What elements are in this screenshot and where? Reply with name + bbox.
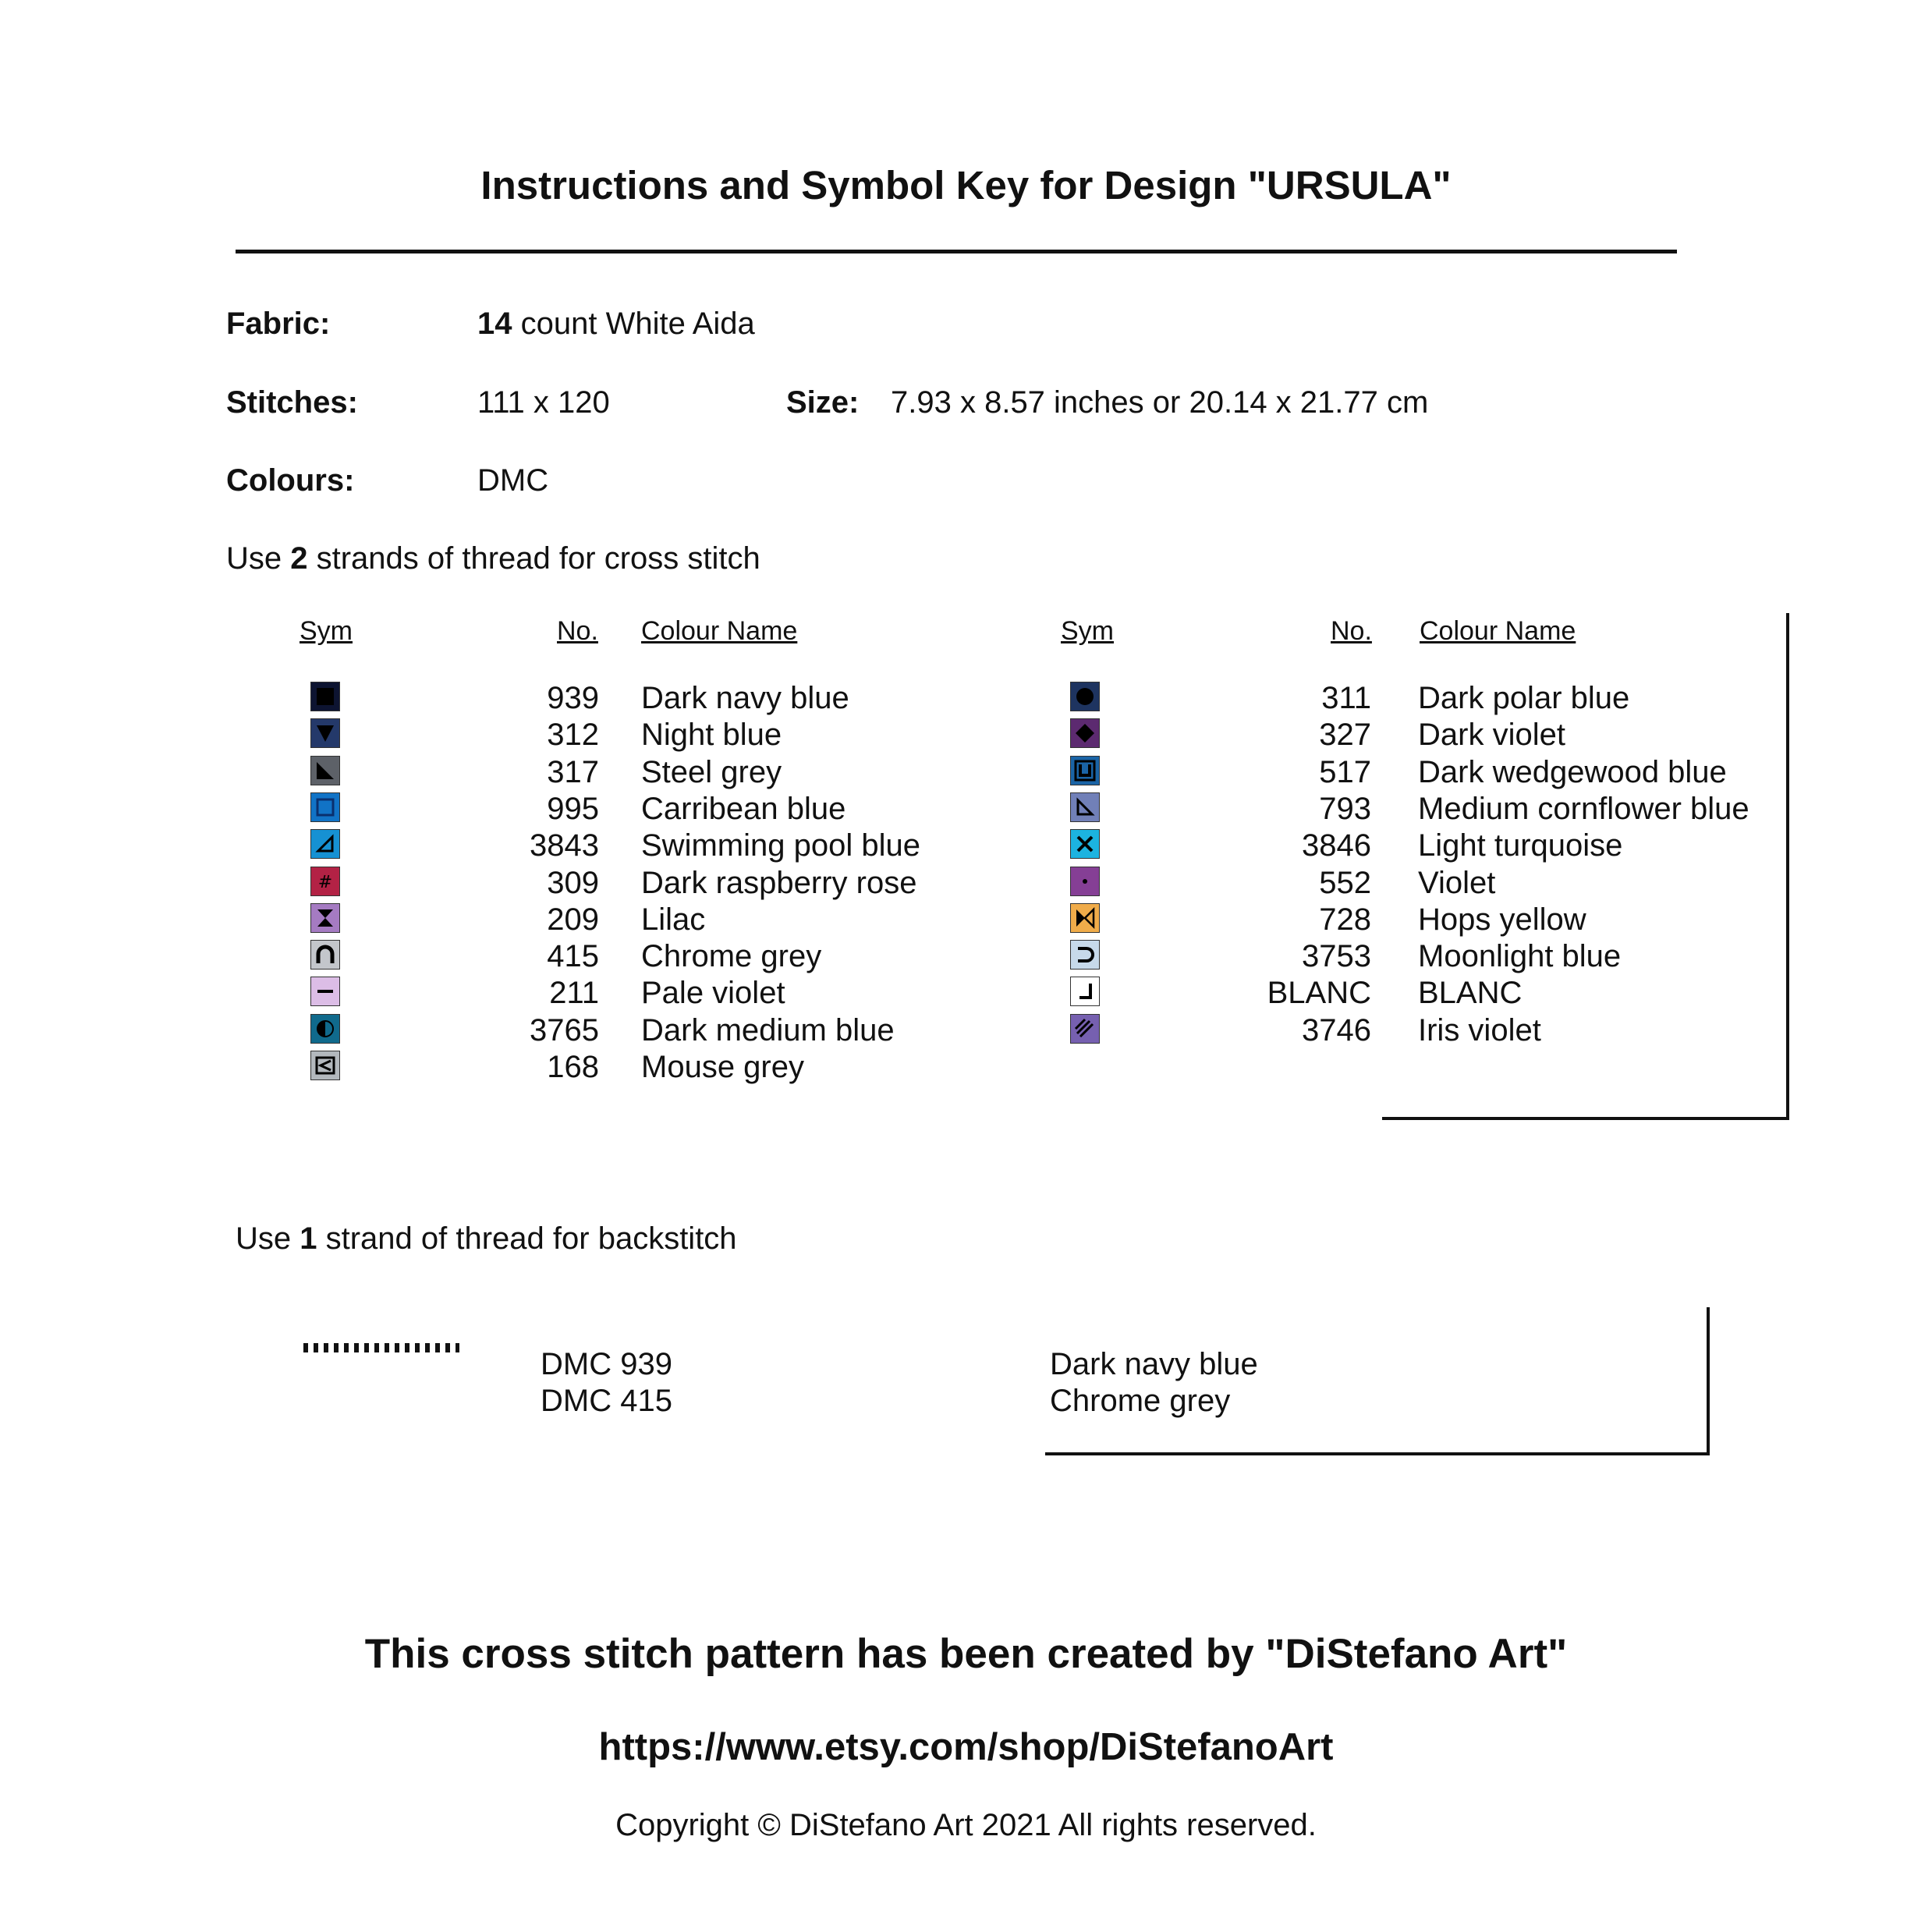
- stitches-label: Stitches:: [226, 385, 358, 420]
- backstitch-name-1: Dark navy blue: [1050, 1347, 1258, 1381]
- stripes-icon: [1070, 1014, 1100, 1044]
- corner-triangle-outline-icon: [1070, 792, 1100, 822]
- dmc-number: 415: [547, 939, 599, 974]
- down-triangle-icon: [310, 718, 340, 748]
- colour-name: Dark raspberry rose: [641, 865, 917, 900]
- backstitch-bracket-vertical: [1707, 1307, 1710, 1455]
- fabric-value: [477, 307, 755, 342]
- colour-name: Steel grey: [641, 754, 782, 789]
- dmc-number: 3753: [1302, 939, 1371, 974]
- colour-name: Dark medium blue: [641, 1012, 895, 1048]
- colour-name: Hops yellow: [1418, 902, 1586, 937]
- left-no-header: No.: [557, 616, 598, 646]
- shop-url[interactable]: https://www.etsy.com/shop/DiStefanoArt: [598, 1726, 1334, 1768]
- dmc-number: 939: [547, 681, 599, 715]
- fabric-count: 14: [477, 307, 512, 341]
- back-strands: 1: [300, 1221, 317, 1256]
- cross-pre: Use: [226, 541, 291, 576]
- colour-name: Medium cornflower blue: [1418, 791, 1749, 826]
- colours-value: DMC: [477, 463, 549, 498]
- dmc-number: 309: [547, 865, 599, 900]
- key-bracket-vertical: [1786, 613, 1789, 1120]
- filled-circle-icon: [1070, 682, 1100, 711]
- colour-name: BLANC: [1418, 976, 1523, 1011]
- fabric-label: Fabric:: [226, 307, 331, 341]
- backstitch-name-2: Chrome grey: [1050, 1384, 1231, 1418]
- back-post: strand of thread for backstitch: [317, 1221, 737, 1256]
- dmc-number: 3846: [1302, 828, 1371, 863]
- colour-name: Swimming pool blue: [641, 828, 920, 863]
- hash-icon: [310, 867, 340, 896]
- left-sym-header: Sym: [300, 616, 353, 646]
- dmc-number: 312: [547, 718, 599, 753]
- copyright-text: Copyright © DiStefano Art 2021 All rights reserved.: [615, 1808, 1317, 1842]
- dot-icon: [1070, 867, 1100, 896]
- right-no-header: No.: [1331, 616, 1372, 646]
- dmc-number: 793: [1319, 791, 1371, 826]
- dash-icon: [310, 977, 340, 1006]
- colour-name: Moonlight blue: [1418, 939, 1622, 974]
- colour-name: Chrome grey: [641, 939, 822, 974]
- colour-name: Lilac: [641, 902, 706, 937]
- backstitch-dmc-1: DMC 939: [541, 1347, 672, 1381]
- backstitch-line-sample: [303, 1343, 459, 1352]
- colour-name: Pale violet: [641, 976, 785, 1011]
- size-label: Size:: [786, 385, 860, 420]
- backstitch-name-list: [1050, 1346, 1258, 1420]
- dmc-number: 317: [547, 754, 599, 789]
- dmc-number: 327: [1319, 718, 1371, 753]
- half-circle-icon: [310, 1014, 340, 1044]
- open-left-icon: [1070, 940, 1100, 970]
- dmc-number: 728: [1319, 902, 1371, 937]
- svg-text:#: #: [317, 872, 333, 892]
- colour-name: Carribean blue: [641, 791, 846, 826]
- hourglass-icon: [310, 903, 340, 933]
- key-bracket-horizontal: [1382, 1117, 1789, 1120]
- stitches-value: 111 x 120: [477, 385, 610, 420]
- dmc-number: 552: [1319, 865, 1371, 900]
- dmc-number: 995: [547, 791, 599, 826]
- colour-name: Violet: [1418, 865, 1496, 900]
- colour-name: Dark wedgewood blue: [1418, 754, 1727, 789]
- dmc-number: BLANC: [1267, 976, 1371, 1011]
- colour-name: Mouse grey: [641, 1050, 804, 1084]
- hollow-square-icon: [310, 792, 340, 822]
- cross-stitch-instruction: [226, 541, 760, 576]
- back-pre: Use: [236, 1221, 300, 1256]
- colour-name: Light turquoise: [1418, 828, 1623, 863]
- left-name-header: Colour Name: [641, 616, 798, 646]
- size-value: 7.93 x 8.57 inches or 20.14 x 21.77 cm: [891, 385, 1429, 420]
- colour-name: Dark violet: [1418, 718, 1565, 753]
- left-angle-box-icon: [310, 1051, 340, 1080]
- colour-name: Dark navy blue: [641, 681, 849, 715]
- colour-name: Dark polar blue: [1418, 681, 1630, 715]
- right-sym-header: Sym: [1061, 616, 1114, 646]
- arch-icon: [310, 940, 340, 970]
- title-divider: [236, 250, 1677, 253]
- dmc-number: 3746: [1302, 1012, 1371, 1048]
- backstitch-bracket-horizontal: [1045, 1452, 1710, 1455]
- colour-name: Night blue: [641, 718, 782, 753]
- filled-square-icon: [310, 682, 340, 711]
- colours-label: Colours:: [226, 463, 355, 498]
- dmc-number: 311: [1321, 681, 1371, 715]
- corner-bracket-icon: [1070, 977, 1100, 1006]
- dmc-number: 209: [547, 902, 599, 937]
- dmc-number: 168: [547, 1050, 599, 1084]
- right-name-header: Colour Name: [1420, 616, 1576, 646]
- dmc-number: 517: [1319, 754, 1371, 789]
- dmc-number: 3765: [530, 1012, 599, 1048]
- dmc-number: 3843: [530, 828, 599, 863]
- bowtie-icon: [1070, 903, 1100, 933]
- credit-text: This cross stitch pattern has been created by "DiStefano Art": [364, 1631, 1568, 1677]
- cross-strands: 2: [290, 541, 308, 576]
- diamond-icon: [1070, 718, 1100, 748]
- colour-name: Iris violet: [1418, 1012, 1541, 1048]
- backstitch-dmc-list: [541, 1346, 672, 1420]
- dmc-number: 211: [549, 976, 599, 1011]
- fabric-desc: count White Aida: [520, 307, 755, 341]
- right-triangle-outline-icon: [310, 829, 340, 859]
- backstitch-dmc-2: DMC 415: [541, 1384, 672, 1418]
- corner-triangle-icon: [310, 756, 340, 785]
- x-mark-icon: [1070, 829, 1100, 859]
- backstitch-instruction: [236, 1221, 737, 1257]
- cross-post: strands of thread for cross stitch: [307, 541, 760, 576]
- page-title: Instructions and Symbol Key for Design "URSULA": [480, 163, 1452, 207]
- u-box-icon: [1070, 756, 1100, 785]
